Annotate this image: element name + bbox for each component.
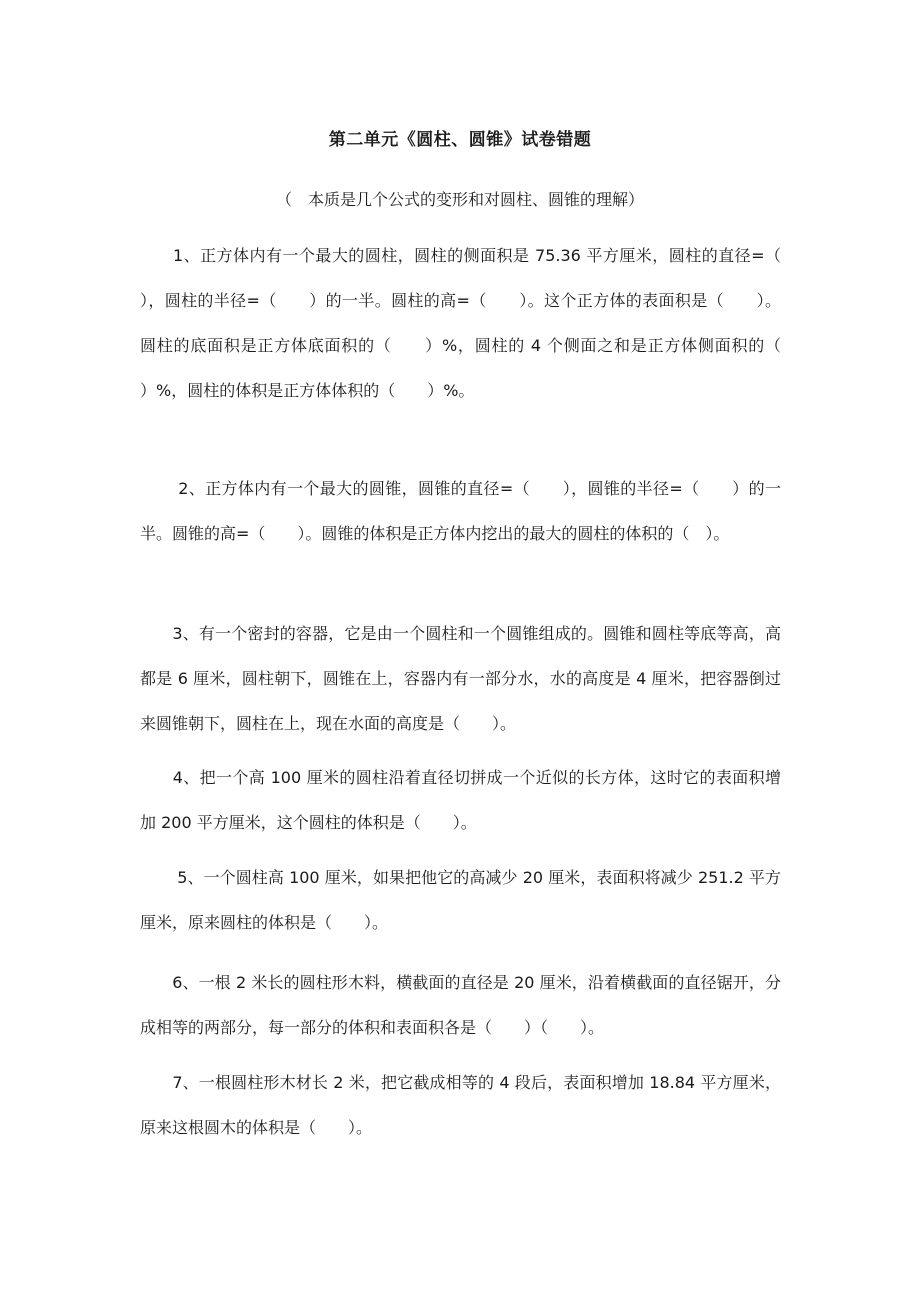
question-7: 7、一根圆柱形木材长 2 米，把它截成相等的 4 段后，表面积增加 18.84 平方厘米，原来这根圆木的体积是（ ）。 (140, 1073, 781, 1137)
question-5: 5、一个圆柱高 100 厘米，如果把他它的高减少 20 厘米，表面积将减少 251.2 平方厘米，原来圆柱的体积是（ ）。 (140, 868, 781, 932)
question-6: 6、一根 2 米长的圆柱形木料，横截面的直径是 20 厘米，沿着横截面的直径锯开，分成相等的两部分，每一部分的体积和表面积各是（ ）（ ）。 (140, 973, 781, 1037)
page-title: 第二单元《圆柱、圆锥》试卷错题 (328, 130, 592, 150)
question-3: 3、有一个密封的容器，它是由一个圆柱和一个圆锥组成的。圆锥和圆柱等底等高，高都是 6 厘米，圆柱朝下，圆锥在上，容器内有一部分水，水的高度是 4 厘米，把容器倒过来圆锥朝下，圆柱在上，现在水面的高度是（ ）。 (140, 624, 781, 733)
question-4: 4、把一个高 100 厘米的圆柱沿着直径切拼成一个近似的长方体，这时它的表面积增加 200 平方厘米，这个圆柱的体积是（ ）。 (140, 768, 781, 832)
question-2: 2、正方体内有一个最大的圆锥，圆锥的直径=（ ），圆锥的半径=（ ）的一半。圆锥的高=（ ）。圆锥的体积是正方体内挖出的最大的圆柱的体积的（ ）。 (140, 479, 781, 543)
page-subtitle: （ 本质是几个公式的变形和对圆柱、圆锥的理解） (275, 190, 644, 209)
question-1: 1、正方体内有一个最大的圆柱，圆柱的侧面积是 75.36 平方厘米，圆柱的直径=（ ），圆柱的半径=（ ）的一半。圆柱的高=（ ）。这个正方体的表面积是（ ）。圆柱的底面积是正方体底面积的（ ）%，圆柱的 4 个侧面之和是正方体侧面积的（ ）%，圆柱的体积是正方体体积的（ ）%。 (140, 246, 814, 400)
